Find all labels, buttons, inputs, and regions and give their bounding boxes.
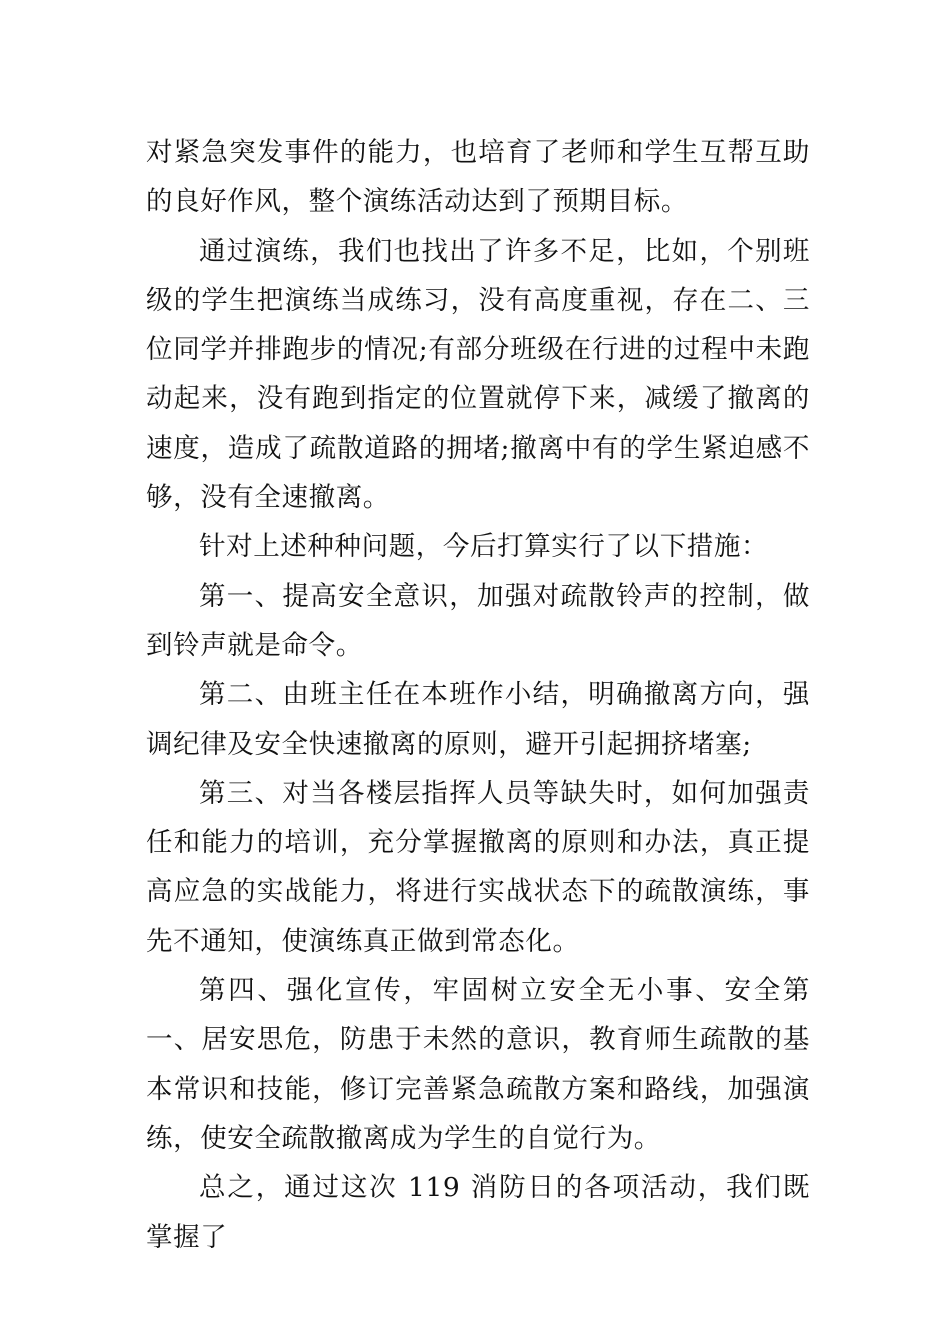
paragraph-2: 通过演练，我们也找出了许多不足，比如，个别班级的学生把演练当成练习，没有高度重视，存在二、三位同学并排跑步的情况;有部分班级在行进的过程中未跑动起来，没有跑到指定的位置就停下来，减缓了撤离的速度，造成了疏散道路的拥堵;撤离中有的学生紧迫感不够，没有全速撤离。 — [146, 235, 810, 514]
paragraph-5: 第二、由班主任在本班作小结，明确撤离方向，强调纪律及安全快速撤离的原则，避开引起拥挤堵塞; — [146, 679, 810, 760]
paragraph-8: 总之，通过这次 119 消防日的各项活动，我们既掌握了 — [146, 1172, 810, 1253]
paragraph-7: 第四、强化宣传，牢固树立安全无小事、安全第一、居安思危，防患于未然的意识，教育师生疏散的基本常识和技能，修订完善紧急疏散方案和路线，加强演练，使安全疏散撤离成为学生的自觉行为。 — [146, 975, 810, 1154]
paragraph-4: 第一、提高安全意识，加强对疏散铃声的控制，做到铃声就是命令。 — [146, 580, 810, 661]
paragraph-6: 第三、对当各楼层指挥人员等缺失时，如何加强责任和能力的培训，充分掌握撤离的原则和办法，真正提高应急的实战能力，将进行实战状态下的疏散演练，事先不通知，使演练真正做到常态化。 — [146, 777, 810, 957]
paragraph-3: 针对上述种种问题，今后打算实行了以下措施： — [199, 531, 769, 563]
document-body — [146, 128, 810, 1262]
paragraph-1: 对紧急突发事件的能力，也培育了老师和学生互帮互助的良好作风，整个演练活动达到了预期目标。 — [146, 137, 810, 218]
